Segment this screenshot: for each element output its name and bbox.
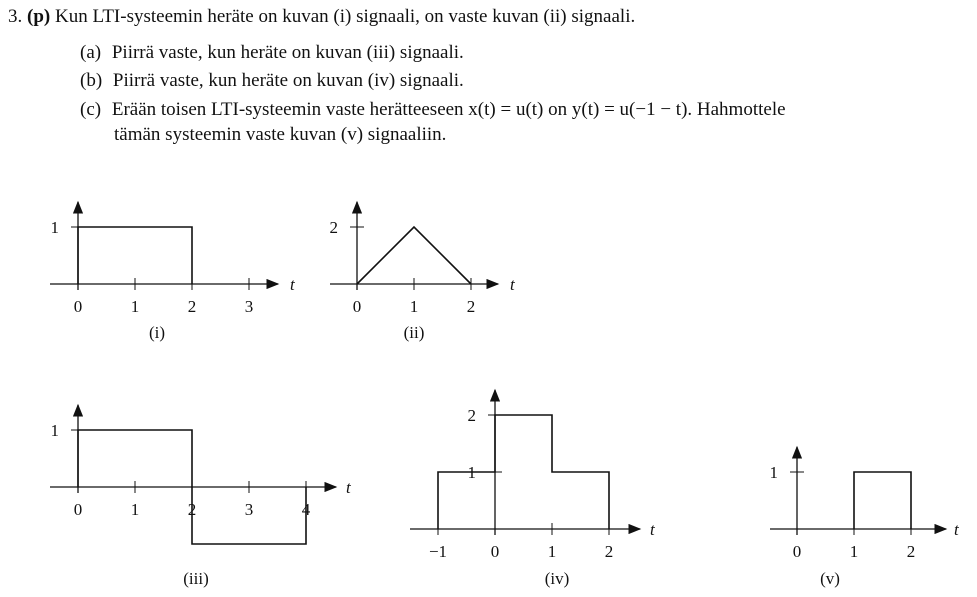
x-tick-label: 4 [301,500,311,519]
x-tick-label: 0 [490,542,500,561]
axis-var-label: t [346,478,351,497]
plot-4 [410,390,656,588]
axis-var-label: t [290,275,295,294]
problem-intro: Kun LTI-systeemin heräte on kuvan (i) signaali, on vaste kuvan (ii) signaali. [54,6,636,27]
problem-number: 3. [8,6,23,27]
figure-caption: (v) [820,569,840,588]
y-tick-label: 1 [769,463,778,482]
signal-line [854,472,911,529]
y-tick-label: 1 [50,218,59,237]
x-tick-label: 1 [849,542,859,561]
x-tick-label: 1 [130,297,140,316]
x-tick-label: 2 [604,542,614,561]
plot-5 [770,447,961,588]
y-tick-label: 1 [50,421,59,440]
x-tick-label: 2 [466,297,476,316]
x-tick-label: 2 [187,500,197,519]
x-tick-label: 0 [73,297,83,316]
part-a-text: Piirrä vaste, kun heräte on kuvan (iii) signaali. [111,42,464,63]
signal-line [78,227,192,284]
x-tick-label: 2 [906,542,916,561]
part-b-label: (b) [80,70,103,91]
plot-3 [50,405,352,588]
axis-var-label: t [510,275,515,294]
x-tick-label: 0 [792,542,802,561]
x-tick-label: 1 [547,542,557,561]
x-tick-label: 3 [244,297,254,316]
axis-var-label: t [954,520,959,539]
x-tick-label: −1 [428,542,448,561]
y-tick-label: 2 [329,218,338,237]
plot-1 [50,202,296,342]
figure-caption: (iv) [544,569,570,588]
signal-line [438,415,609,529]
y-tick-label: 1 [467,463,476,482]
part-c-text: Erään toisen LTI-systeemin vaste herätteeseen x(t) = u(t) on y(t) = u(−1 − t). Hahmottele [111,99,786,120]
part-c-label: (c) [80,99,102,120]
x-tick-label: 1 [130,500,140,519]
x-tick-label: 2 [187,297,197,316]
part-c-text2: tämän systeemin vaste kuvan (v) signaaliin. [114,124,447,145]
x-tick-label: 0 [352,297,362,316]
signal-line [357,227,471,284]
x-tick-label: 0 [73,500,83,519]
figure-caption: (ii) [403,323,425,342]
part-b-text: Piirrä vaste, kun heräte on kuvan (iv) signaali. [112,70,464,91]
part-a-label: (a) [80,42,102,63]
figure-caption: (iii) [183,569,209,588]
figure-caption: (i) [148,323,166,342]
axis-var-label: t [650,520,655,539]
y-tick-label: 2 [467,406,476,425]
problem-tag: (p) [27,6,51,27]
plot-2 [330,202,517,342]
x-tick-label: 3 [244,500,254,519]
x-tick-label: 1 [409,297,419,316]
